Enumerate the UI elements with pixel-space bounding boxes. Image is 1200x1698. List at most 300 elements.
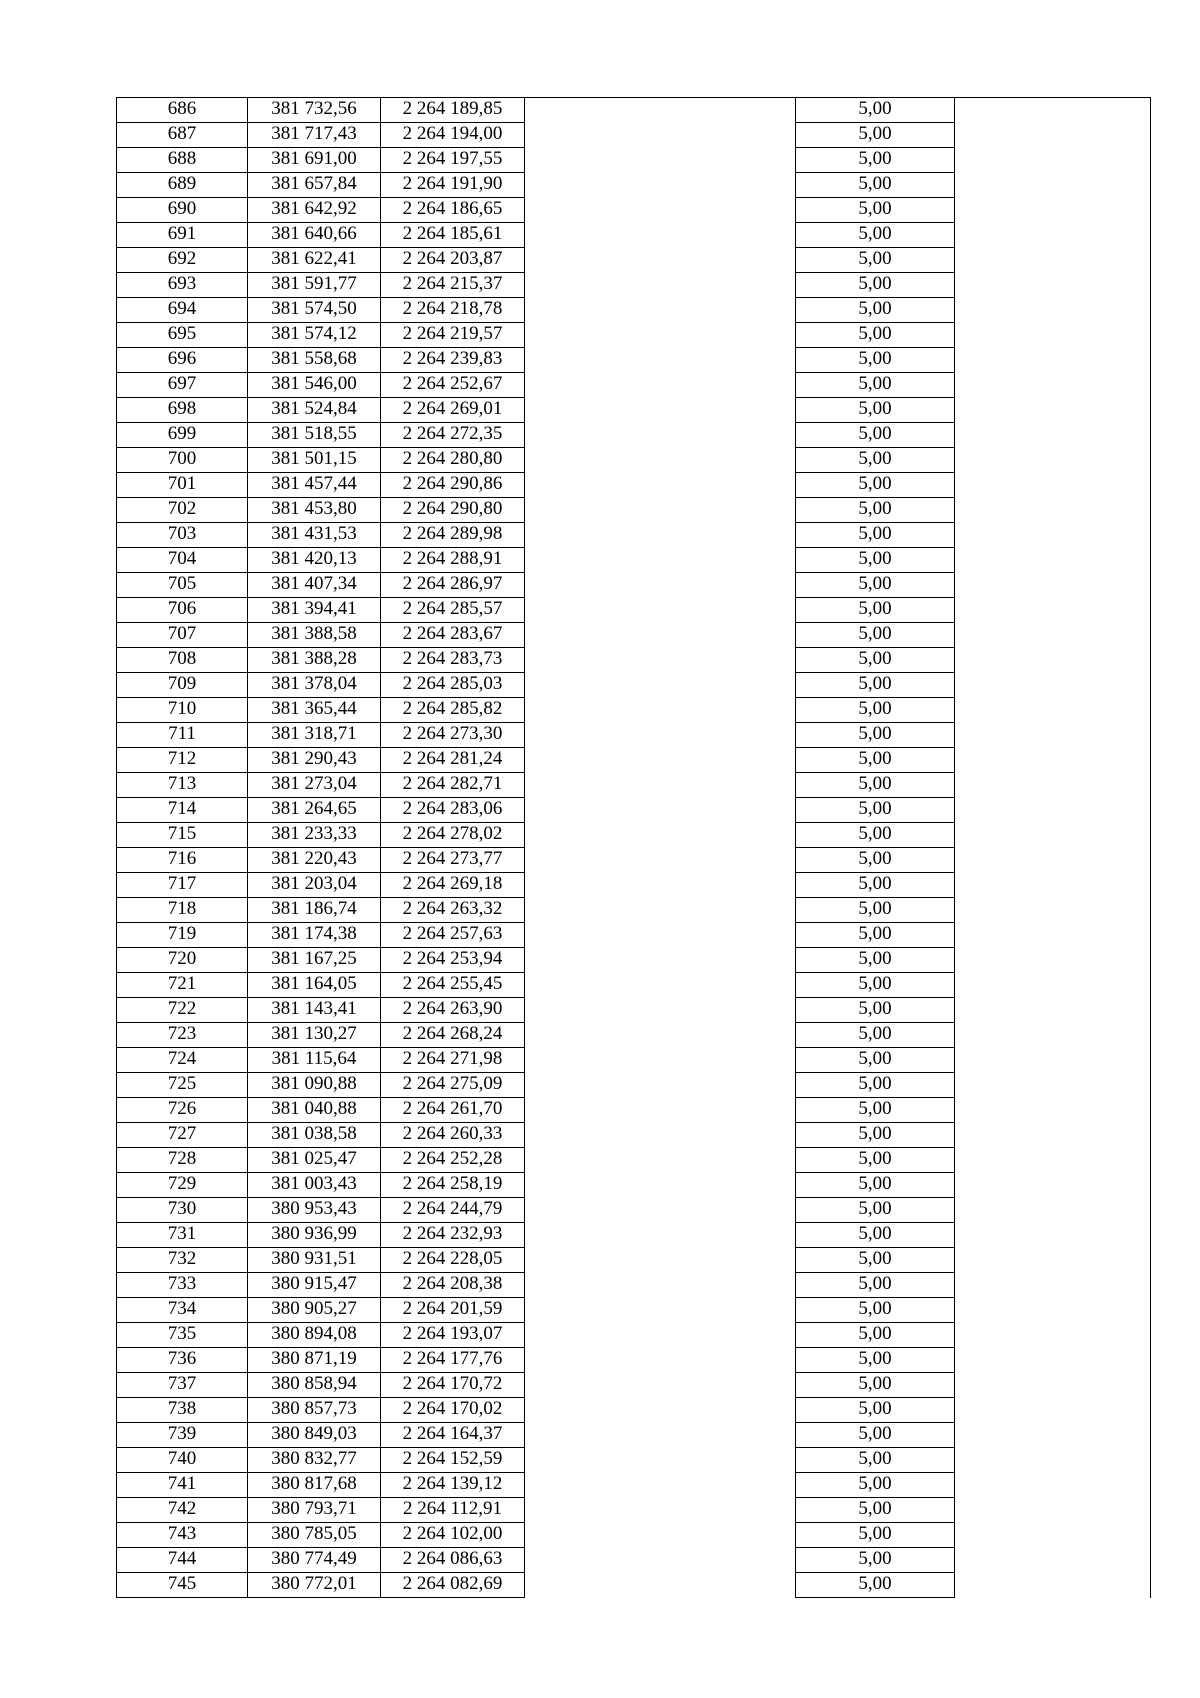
y-coordinate-cell: 2 264 253,94 bbox=[381, 948, 525, 973]
blank-cell bbox=[955, 1123, 1151, 1148]
blank-cell bbox=[525, 1223, 796, 1248]
point-number-cell: 702 bbox=[117, 498, 248, 523]
y-coordinate-cell: 2 264 285,03 bbox=[381, 673, 525, 698]
table-row bbox=[117, 1448, 1151, 1473]
blank-cell bbox=[955, 698, 1151, 723]
table-row bbox=[117, 598, 1151, 623]
blank-cell bbox=[525, 398, 796, 423]
blank-cell bbox=[525, 473, 796, 498]
blank-cell bbox=[525, 1373, 796, 1398]
blank-cell bbox=[955, 298, 1151, 323]
table-row bbox=[117, 798, 1151, 823]
value-cell: 5,00 bbox=[796, 573, 955, 598]
blank-cell bbox=[955, 1448, 1151, 1473]
blank-cell bbox=[955, 823, 1151, 848]
value-cell: 5,00 bbox=[796, 748, 955, 773]
point-number-cell: 696 bbox=[117, 348, 248, 373]
blank-cell bbox=[955, 1073, 1151, 1098]
table-row bbox=[117, 1148, 1151, 1173]
point-number-cell: 732 bbox=[117, 1248, 248, 1273]
table-row bbox=[117, 398, 1151, 423]
x-coordinate-cell: 381 003,43 bbox=[248, 1173, 381, 1198]
blank-cell bbox=[525, 1423, 796, 1448]
y-coordinate-cell: 2 264 283,73 bbox=[381, 648, 525, 673]
x-coordinate-cell: 381 290,43 bbox=[248, 748, 381, 773]
x-coordinate-cell: 380 953,43 bbox=[248, 1198, 381, 1223]
table-row bbox=[117, 123, 1151, 148]
x-coordinate-cell: 380 871,19 bbox=[248, 1348, 381, 1373]
table-row bbox=[117, 1173, 1151, 1198]
x-coordinate-cell: 381 025,47 bbox=[248, 1148, 381, 1173]
value-cell: 5,00 bbox=[796, 998, 955, 1023]
point-number-cell: 731 bbox=[117, 1223, 248, 1248]
blank-cell bbox=[955, 1023, 1151, 1048]
value-cell: 5,00 bbox=[796, 1048, 955, 1073]
point-number-cell: 703 bbox=[117, 523, 248, 548]
blank-cell bbox=[955, 1223, 1151, 1248]
y-coordinate-cell: 2 264 281,24 bbox=[381, 748, 525, 773]
value-cell: 5,00 bbox=[796, 498, 955, 523]
point-number-cell: 711 bbox=[117, 723, 248, 748]
point-number-cell: 737 bbox=[117, 1373, 248, 1398]
blank-cell bbox=[525, 223, 796, 248]
value-cell: 5,00 bbox=[796, 1298, 955, 1323]
point-number-cell: 712 bbox=[117, 748, 248, 773]
y-coordinate-cell: 2 264 232,93 bbox=[381, 1223, 525, 1248]
value-cell: 5,00 bbox=[796, 1548, 955, 1573]
blank-cell bbox=[525, 248, 796, 273]
y-coordinate-cell: 2 264 112,91 bbox=[381, 1498, 525, 1523]
blank-cell bbox=[525, 348, 796, 373]
blank-cell bbox=[955, 248, 1151, 273]
point-number-cell: 719 bbox=[117, 923, 248, 948]
blank-cell bbox=[525, 698, 796, 723]
value-cell: 5,00 bbox=[796, 1223, 955, 1248]
blank-cell bbox=[955, 898, 1151, 923]
y-coordinate-cell: 2 264 261,70 bbox=[381, 1098, 525, 1123]
blank-cell bbox=[525, 98, 796, 123]
y-coordinate-cell: 2 264 244,79 bbox=[381, 1198, 525, 1223]
blank-cell bbox=[955, 1198, 1151, 1223]
x-coordinate-cell: 381 574,12 bbox=[248, 323, 381, 348]
x-coordinate-cell: 381 273,04 bbox=[248, 773, 381, 798]
x-coordinate-cell: 381 546,00 bbox=[248, 373, 381, 398]
point-number-cell: 717 bbox=[117, 873, 248, 898]
blank-cell bbox=[525, 1198, 796, 1223]
blank-cell bbox=[955, 1398, 1151, 1423]
value-cell: 5,00 bbox=[796, 873, 955, 898]
table-row bbox=[117, 198, 1151, 223]
x-coordinate-cell: 381 233,33 bbox=[248, 823, 381, 848]
x-coordinate-cell: 381 186,74 bbox=[248, 898, 381, 923]
blank-cell bbox=[525, 148, 796, 173]
blank-cell bbox=[525, 1298, 796, 1323]
table-row bbox=[117, 723, 1151, 748]
blank-cell bbox=[955, 148, 1151, 173]
point-number-cell: 693 bbox=[117, 273, 248, 298]
y-coordinate-cell: 2 264 283,67 bbox=[381, 623, 525, 648]
value-cell: 5,00 bbox=[796, 98, 955, 123]
blank-cell bbox=[955, 1548, 1151, 1573]
value-cell: 5,00 bbox=[796, 1148, 955, 1173]
blank-cell bbox=[525, 998, 796, 1023]
value-cell: 5,00 bbox=[796, 373, 955, 398]
point-number-cell: 706 bbox=[117, 598, 248, 623]
value-cell: 5,00 bbox=[796, 1323, 955, 1348]
blank-cell bbox=[525, 598, 796, 623]
point-number-cell: 708 bbox=[117, 648, 248, 673]
blank-cell bbox=[525, 973, 796, 998]
blank-cell bbox=[955, 598, 1151, 623]
point-number-cell: 714 bbox=[117, 798, 248, 823]
x-coordinate-cell: 381 501,15 bbox=[248, 448, 381, 473]
x-coordinate-cell: 381 574,50 bbox=[248, 298, 381, 323]
x-coordinate-cell: 381 622,41 bbox=[248, 248, 381, 273]
table-row bbox=[117, 1198, 1151, 1223]
x-coordinate-cell: 380 936,99 bbox=[248, 1223, 381, 1248]
value-cell: 5,00 bbox=[796, 1448, 955, 1473]
blank-cell bbox=[955, 398, 1151, 423]
blank-cell bbox=[525, 1148, 796, 1173]
table-row bbox=[117, 948, 1151, 973]
blank-cell bbox=[525, 948, 796, 973]
value-cell: 5,00 bbox=[796, 1273, 955, 1298]
y-coordinate-cell: 2 264 288,91 bbox=[381, 548, 525, 573]
blank-cell bbox=[955, 423, 1151, 448]
value-cell: 5,00 bbox=[796, 323, 955, 348]
blank-cell bbox=[955, 1298, 1151, 1323]
table-row bbox=[117, 1573, 1151, 1598]
blank-cell bbox=[955, 973, 1151, 998]
value-cell: 5,00 bbox=[796, 623, 955, 648]
point-number-cell: 694 bbox=[117, 298, 248, 323]
table-row bbox=[117, 248, 1151, 273]
blank-cell bbox=[955, 1273, 1151, 1298]
blank-cell bbox=[525, 648, 796, 673]
y-coordinate-cell: 2 264 152,59 bbox=[381, 1448, 525, 1473]
table-row bbox=[117, 1298, 1151, 1323]
blank-cell bbox=[955, 98, 1151, 123]
table-row bbox=[117, 323, 1151, 348]
x-coordinate-cell: 381 407,34 bbox=[248, 573, 381, 598]
x-coordinate-cell: 380 817,68 bbox=[248, 1473, 381, 1498]
blank-cell bbox=[525, 373, 796, 398]
blank-cell bbox=[525, 1248, 796, 1273]
table-row bbox=[117, 373, 1151, 398]
blank-cell bbox=[955, 123, 1151, 148]
x-coordinate-cell: 381 642,92 bbox=[248, 198, 381, 223]
value-cell: 5,00 bbox=[796, 248, 955, 273]
value-cell: 5,00 bbox=[796, 1573, 955, 1598]
y-coordinate-cell: 2 264 219,57 bbox=[381, 323, 525, 348]
x-coordinate-cell: 380 915,47 bbox=[248, 1273, 381, 1298]
value-cell: 5,00 bbox=[796, 1348, 955, 1373]
blank-cell bbox=[525, 898, 796, 923]
value-cell: 5,00 bbox=[796, 898, 955, 923]
value-cell: 5,00 bbox=[796, 648, 955, 673]
blank-cell bbox=[525, 173, 796, 198]
value-cell: 5,00 bbox=[796, 1173, 955, 1198]
point-number-cell: 720 bbox=[117, 948, 248, 973]
blank-cell bbox=[955, 1523, 1151, 1548]
value-cell: 5,00 bbox=[796, 848, 955, 873]
y-coordinate-cell: 2 264 263,90 bbox=[381, 998, 525, 1023]
blank-cell bbox=[955, 1098, 1151, 1123]
y-coordinate-cell: 2 264 215,37 bbox=[381, 273, 525, 298]
value-cell: 5,00 bbox=[796, 598, 955, 623]
table-row bbox=[117, 1223, 1151, 1248]
value-cell: 5,00 bbox=[796, 1073, 955, 1098]
y-coordinate-cell: 2 264 197,55 bbox=[381, 148, 525, 173]
x-coordinate-cell: 380 774,49 bbox=[248, 1548, 381, 1573]
table-row bbox=[117, 1273, 1151, 1298]
table-row bbox=[117, 1398, 1151, 1423]
y-coordinate-cell: 2 264 164,37 bbox=[381, 1423, 525, 1448]
x-coordinate-cell: 381 365,44 bbox=[248, 698, 381, 723]
blank-cell bbox=[955, 623, 1151, 648]
y-coordinate-cell: 2 264 260,33 bbox=[381, 1123, 525, 1148]
x-coordinate-cell: 381 264,65 bbox=[248, 798, 381, 823]
x-coordinate-cell: 381 388,58 bbox=[248, 623, 381, 648]
point-number-cell: 725 bbox=[117, 1073, 248, 1098]
y-coordinate-cell: 2 264 269,18 bbox=[381, 873, 525, 898]
y-coordinate-cell: 2 264 185,61 bbox=[381, 223, 525, 248]
x-coordinate-cell: 381 518,55 bbox=[248, 423, 381, 448]
blank-cell bbox=[525, 823, 796, 848]
blank-cell bbox=[525, 1473, 796, 1498]
value-cell: 5,00 bbox=[796, 1373, 955, 1398]
blank-cell bbox=[525, 1098, 796, 1123]
blank-cell bbox=[955, 648, 1151, 673]
y-coordinate-cell: 2 264 286,97 bbox=[381, 573, 525, 598]
x-coordinate-cell: 380 905,27 bbox=[248, 1298, 381, 1323]
table-row bbox=[117, 1373, 1151, 1398]
y-coordinate-cell: 2 264 278,02 bbox=[381, 823, 525, 848]
x-coordinate-cell: 380 857,73 bbox=[248, 1398, 381, 1423]
coordinates-table bbox=[116, 97, 1151, 1598]
y-coordinate-cell: 2 264 239,83 bbox=[381, 348, 525, 373]
blank-cell bbox=[525, 123, 796, 148]
y-coordinate-cell: 2 264 258,19 bbox=[381, 1173, 525, 1198]
blank-cell bbox=[955, 1573, 1151, 1598]
x-coordinate-cell: 380 894,08 bbox=[248, 1323, 381, 1348]
point-number-cell: 743 bbox=[117, 1523, 248, 1548]
x-coordinate-cell: 381 394,41 bbox=[248, 598, 381, 623]
table-row bbox=[117, 873, 1151, 898]
blank-cell bbox=[525, 1548, 796, 1573]
x-coordinate-cell: 381 717,43 bbox=[248, 123, 381, 148]
y-coordinate-cell: 2 264 273,77 bbox=[381, 848, 525, 873]
x-coordinate-cell: 380 785,05 bbox=[248, 1523, 381, 1548]
y-coordinate-cell: 2 264 290,80 bbox=[381, 498, 525, 523]
point-number-cell: 691 bbox=[117, 223, 248, 248]
table-row bbox=[117, 548, 1151, 573]
y-coordinate-cell: 2 264 285,57 bbox=[381, 598, 525, 623]
x-coordinate-cell: 381 167,25 bbox=[248, 948, 381, 973]
table-row bbox=[117, 1348, 1151, 1373]
blank-cell bbox=[525, 673, 796, 698]
y-coordinate-cell: 2 264 285,82 bbox=[381, 698, 525, 723]
table-row bbox=[117, 623, 1151, 648]
blank-cell bbox=[955, 748, 1151, 773]
value-cell: 5,00 bbox=[796, 273, 955, 298]
y-coordinate-cell: 2 264 170,02 bbox=[381, 1398, 525, 1423]
point-number-cell: 740 bbox=[117, 1448, 248, 1473]
blank-cell bbox=[955, 448, 1151, 473]
coordinates-table-body bbox=[117, 98, 1151, 1598]
blank-cell bbox=[955, 773, 1151, 798]
table-row bbox=[117, 648, 1151, 673]
blank-cell bbox=[525, 273, 796, 298]
blank-cell bbox=[525, 773, 796, 798]
blank-cell bbox=[955, 998, 1151, 1023]
blank-cell bbox=[525, 873, 796, 898]
blank-cell bbox=[955, 948, 1151, 973]
blank-cell bbox=[955, 923, 1151, 948]
point-number-cell: 698 bbox=[117, 398, 248, 423]
point-number-cell: 713 bbox=[117, 773, 248, 798]
blank-cell bbox=[955, 523, 1151, 548]
blank-cell bbox=[955, 1348, 1151, 1373]
y-coordinate-cell: 2 264 203,87 bbox=[381, 248, 525, 273]
point-number-cell: 697 bbox=[117, 373, 248, 398]
point-number-cell: 701 bbox=[117, 473, 248, 498]
x-coordinate-cell: 381 453,80 bbox=[248, 498, 381, 523]
blank-cell bbox=[955, 798, 1151, 823]
table-row bbox=[117, 98, 1151, 123]
x-coordinate-cell: 381 038,58 bbox=[248, 1123, 381, 1148]
blank-cell bbox=[955, 323, 1151, 348]
blank-cell bbox=[955, 1173, 1151, 1198]
point-number-cell: 728 bbox=[117, 1148, 248, 1173]
y-coordinate-cell: 2 264 086,63 bbox=[381, 1548, 525, 1573]
x-coordinate-cell: 380 931,51 bbox=[248, 1248, 381, 1273]
table-row bbox=[117, 1023, 1151, 1048]
table-row bbox=[117, 898, 1151, 923]
table-row bbox=[117, 273, 1151, 298]
point-number-cell: 704 bbox=[117, 548, 248, 573]
value-cell: 5,00 bbox=[796, 973, 955, 998]
blank-cell bbox=[525, 1048, 796, 1073]
table-row bbox=[117, 1248, 1151, 1273]
table-row bbox=[117, 823, 1151, 848]
point-number-cell: 738 bbox=[117, 1398, 248, 1423]
point-number-cell: 695 bbox=[117, 323, 248, 348]
point-number-cell: 739 bbox=[117, 1423, 248, 1448]
blank-cell bbox=[525, 323, 796, 348]
x-coordinate-cell: 381 431,53 bbox=[248, 523, 381, 548]
blank-cell bbox=[525, 298, 796, 323]
point-number-cell: 709 bbox=[117, 673, 248, 698]
blank-cell bbox=[525, 1023, 796, 1048]
blank-cell bbox=[955, 473, 1151, 498]
y-coordinate-cell: 2 264 218,78 bbox=[381, 298, 525, 323]
table-row bbox=[117, 173, 1151, 198]
table-row bbox=[117, 923, 1151, 948]
y-coordinate-cell: 2 264 255,45 bbox=[381, 973, 525, 998]
y-coordinate-cell: 2 264 139,12 bbox=[381, 1473, 525, 1498]
y-coordinate-cell: 2 264 257,63 bbox=[381, 923, 525, 948]
blank-cell bbox=[955, 1323, 1151, 1348]
x-coordinate-cell: 381 220,43 bbox=[248, 848, 381, 873]
x-coordinate-cell: 381 524,84 bbox=[248, 398, 381, 423]
x-coordinate-cell: 381 388,28 bbox=[248, 648, 381, 673]
table-row bbox=[117, 473, 1151, 498]
table-row bbox=[117, 848, 1151, 873]
point-number-cell: 733 bbox=[117, 1273, 248, 1298]
point-number-cell: 724 bbox=[117, 1048, 248, 1073]
blank-cell bbox=[525, 923, 796, 948]
x-coordinate-cell: 381 732,56 bbox=[248, 98, 381, 123]
x-coordinate-cell: 381 457,44 bbox=[248, 473, 381, 498]
blank-cell bbox=[955, 548, 1151, 573]
blank-cell bbox=[955, 848, 1151, 873]
blank-cell bbox=[525, 1073, 796, 1098]
blank-cell bbox=[525, 848, 796, 873]
x-coordinate-cell: 381 691,00 bbox=[248, 148, 381, 173]
value-cell: 5,00 bbox=[796, 298, 955, 323]
x-coordinate-cell: 381 130,27 bbox=[248, 1023, 381, 1048]
value-cell: 5,00 bbox=[796, 448, 955, 473]
point-number-cell: 734 bbox=[117, 1298, 248, 1323]
value-cell: 5,00 bbox=[796, 923, 955, 948]
value-cell: 5,00 bbox=[796, 1498, 955, 1523]
blank-cell bbox=[525, 523, 796, 548]
table-row bbox=[117, 1473, 1151, 1498]
x-coordinate-cell: 381 040,88 bbox=[248, 1098, 381, 1123]
x-coordinate-cell: 381 657,84 bbox=[248, 173, 381, 198]
table-row bbox=[117, 748, 1151, 773]
y-coordinate-cell: 2 264 272,35 bbox=[381, 423, 525, 448]
y-coordinate-cell: 2 264 193,07 bbox=[381, 1323, 525, 1348]
point-number-cell: 727 bbox=[117, 1123, 248, 1148]
table-row bbox=[117, 223, 1151, 248]
y-coordinate-cell: 2 264 194,00 bbox=[381, 123, 525, 148]
value-cell: 5,00 bbox=[796, 198, 955, 223]
point-number-cell: 741 bbox=[117, 1473, 248, 1498]
table-row bbox=[117, 1123, 1151, 1148]
blank-cell bbox=[525, 198, 796, 223]
blank-cell bbox=[955, 1248, 1151, 1273]
value-cell: 5,00 bbox=[796, 1123, 955, 1148]
point-number-cell: 688 bbox=[117, 148, 248, 173]
value-cell: 5,00 bbox=[796, 773, 955, 798]
x-coordinate-cell: 381 640,66 bbox=[248, 223, 381, 248]
point-number-cell: 721 bbox=[117, 973, 248, 998]
x-coordinate-cell: 381 164,05 bbox=[248, 973, 381, 998]
blank-cell bbox=[525, 498, 796, 523]
y-coordinate-cell: 2 264 201,59 bbox=[381, 1298, 525, 1323]
point-number-cell: 710 bbox=[117, 698, 248, 723]
blank-cell bbox=[525, 423, 796, 448]
point-number-cell: 744 bbox=[117, 1548, 248, 1573]
point-number-cell: 699 bbox=[117, 423, 248, 448]
blank-cell bbox=[525, 798, 796, 823]
point-number-cell: 723 bbox=[117, 1023, 248, 1048]
value-cell: 5,00 bbox=[796, 1248, 955, 1273]
x-coordinate-cell: 380 858,94 bbox=[248, 1373, 381, 1398]
y-coordinate-cell: 2 264 282,71 bbox=[381, 773, 525, 798]
table-row bbox=[117, 973, 1151, 998]
y-coordinate-cell: 2 264 275,09 bbox=[381, 1073, 525, 1098]
value-cell: 5,00 bbox=[796, 523, 955, 548]
blank-cell bbox=[525, 1573, 796, 1598]
y-coordinate-cell: 2 264 263,32 bbox=[381, 898, 525, 923]
y-coordinate-cell: 2 264 252,67 bbox=[381, 373, 525, 398]
blank-cell bbox=[525, 1173, 796, 1198]
x-coordinate-cell: 381 558,68 bbox=[248, 348, 381, 373]
blank-cell bbox=[955, 1473, 1151, 1498]
